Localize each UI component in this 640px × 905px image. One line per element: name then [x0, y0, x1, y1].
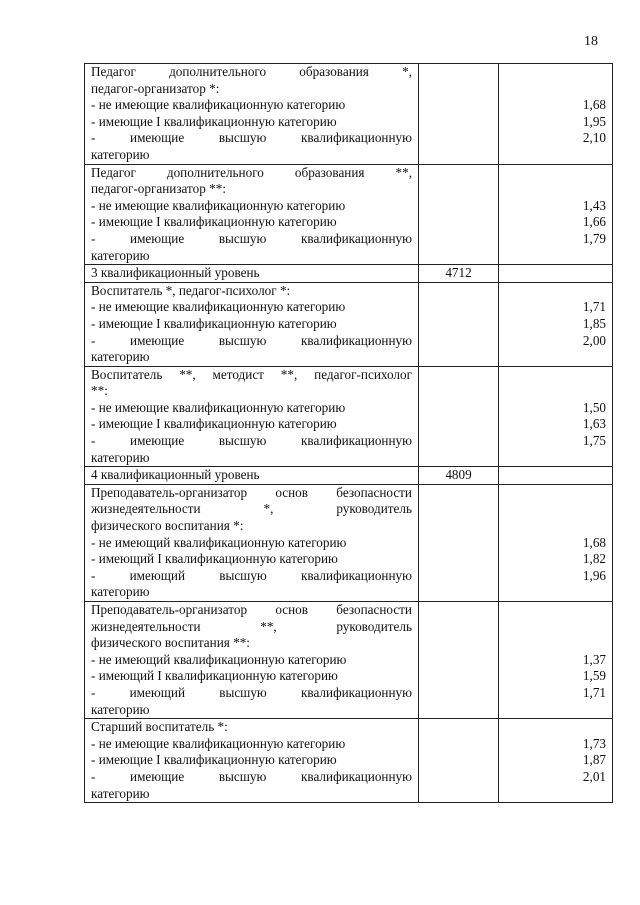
coefficient-value: 1,79 [582, 230, 606, 246]
coefficient-cell [499, 64, 613, 165]
coefficient-value: 1,68 [582, 97, 606, 113]
position-description [85, 282, 419, 366]
position-title-line: Воспитатель *, педагог-психолог *: [91, 282, 291, 298]
category-label-continuation: категорию [91, 785, 150, 801]
coefficient-value: 1,66 [582, 214, 606, 230]
coefficient-value: 1,87 [582, 752, 606, 768]
empty-cell [499, 467, 613, 485]
empty-cell [419, 164, 499, 265]
position-group-row [85, 484, 613, 601]
position-description [85, 64, 419, 165]
category-label: - имеющие I квалификационную категорию [91, 315, 337, 331]
salary-coefficient-table [84, 63, 613, 803]
empty-cell [419, 282, 499, 366]
coefficient-cell [499, 366, 613, 467]
position-title-line: Преподаватель-организатор основ безопасности [91, 484, 412, 500]
category-label: - имеющий I квалификационную категорию [91, 551, 338, 567]
category-label: - имеющие высшую квалификационную [91, 768, 412, 784]
empty-cell [419, 602, 499, 719]
category-label: - имеющие I квалификационную категорию [91, 113, 337, 129]
coefficient-value: 1,59 [582, 668, 606, 684]
position-title-line: жизнедеятельности *, руководитель [91, 501, 412, 517]
position-title-line: педагог-организатор *: [91, 80, 220, 96]
category-label: - имеющие высшую квалификационную [91, 332, 412, 348]
empty-cell [419, 484, 499, 601]
category-label: - не имеющий квалификационную категорию [91, 534, 347, 550]
position-title-line: Педагог дополнительного образования **, [91, 164, 412, 180]
level-base-salary: 4809 [419, 467, 499, 485]
coefficient-value: 2,10 [582, 130, 606, 146]
category-label: - имеющий высшую квалификационную [91, 567, 412, 583]
position-description [85, 366, 419, 467]
position-description [85, 719, 419, 803]
position-title-line: Старший воспитатель *: [91, 719, 228, 735]
category-label: - не имеющий квалификационную категорию [91, 651, 347, 667]
category-label: - имеющий высшую квалификационную [91, 684, 412, 700]
position-description [85, 164, 419, 265]
position-description [85, 602, 419, 719]
coefficient-value: 1,37 [582, 651, 606, 667]
coefficient-value: 2,01 [582, 768, 606, 784]
coefficient-value: 1,71 [582, 684, 606, 700]
category-label: - имеющие высшую квалификационную [91, 230, 412, 246]
category-label: - имеющие высшую квалификационную [91, 130, 412, 146]
position-group-row [85, 164, 613, 265]
position-group-row [85, 64, 613, 165]
coefficient-cell [499, 719, 613, 803]
empty-cell [419, 64, 499, 165]
coefficient-cell [499, 282, 613, 366]
position-group-row [85, 719, 613, 803]
position-title-line: физического воспитания *: [91, 518, 244, 534]
position-group-row [85, 366, 613, 467]
category-label-continuation: категорию [91, 584, 150, 600]
category-label: - имеющие I квалификационную категорию [91, 752, 337, 768]
coefficient-value: 1,50 [582, 399, 606, 415]
coefficient-value: 1,71 [582, 299, 606, 315]
category-label: - имеющие I квалификационную категорию [91, 416, 337, 432]
coefficient-cell [499, 164, 613, 265]
position-title-line: жизнедеятельности **, руководитель [91, 618, 412, 634]
category-label: - имеющие высшую квалификационную [91, 433, 412, 449]
coefficient-value: 1,43 [582, 197, 606, 213]
coefficient-value: 1,68 [582, 534, 606, 550]
category-label: - не имеющие квалификационную категорию [91, 735, 346, 751]
category-label-continuation: категорию [91, 449, 150, 465]
category-label: - не имеющие квалификационную категорию [91, 399, 346, 415]
position-title-line: Воспитатель **, методист **, педагог-психолог [91, 366, 412, 382]
category-label: - не имеющие квалификационную категорию [91, 299, 346, 315]
position-title-line: Преподаватель-организатор основ безопасности [91, 602, 412, 617]
coefficient-value: 1,75 [582, 433, 606, 449]
coefficient-value: 1,82 [582, 551, 606, 567]
qualification-level-row [85, 467, 613, 485]
category-label-continuation: категорию [91, 247, 150, 263]
empty-cell [419, 366, 499, 467]
category-label: - не имеющие квалификационную категорию [91, 197, 346, 213]
coefficient-value: 1,85 [582, 315, 606, 331]
category-label: - имеющие I квалификационную категорию [91, 214, 337, 230]
category-label-continuation: категорию [91, 349, 150, 365]
coefficient-value: 1,95 [582, 113, 606, 129]
coefficient-value: 1,96 [582, 567, 606, 583]
position-description [85, 484, 419, 601]
category-label-continuation: категорию [91, 146, 150, 162]
coefficient-value: 1,63 [582, 416, 606, 432]
coefficient-value: 2,00 [582, 332, 606, 348]
coefficient-cell [499, 602, 613, 719]
level-label: 3 квалификационный уровень [85, 265, 419, 283]
category-label: - не имеющие квалификационную категорию [91, 97, 346, 113]
position-group-row [85, 602, 613, 719]
level-base-salary: 4712 [419, 265, 499, 283]
category-label-continuation: категорию [91, 701, 150, 717]
position-title-line: **: [91, 383, 108, 399]
position-title-line: педагог-организатор **: [91, 181, 226, 197]
qualification-level-row [85, 265, 613, 283]
page-number: 18 [584, 34, 598, 49]
position-title-line: физического воспитания **: [91, 635, 250, 651]
level-label: 4 квалификационный уровень [85, 467, 419, 485]
empty-cell [499, 265, 613, 283]
category-label: - имеющий I квалификационную категорию [91, 668, 338, 684]
coefficient-cell [499, 484, 613, 601]
position-title-line: Педагог дополнительного образования *, [91, 64, 412, 79]
position-group-row [85, 282, 613, 366]
coefficient-value: 1,73 [582, 735, 606, 751]
empty-cell [419, 719, 499, 803]
